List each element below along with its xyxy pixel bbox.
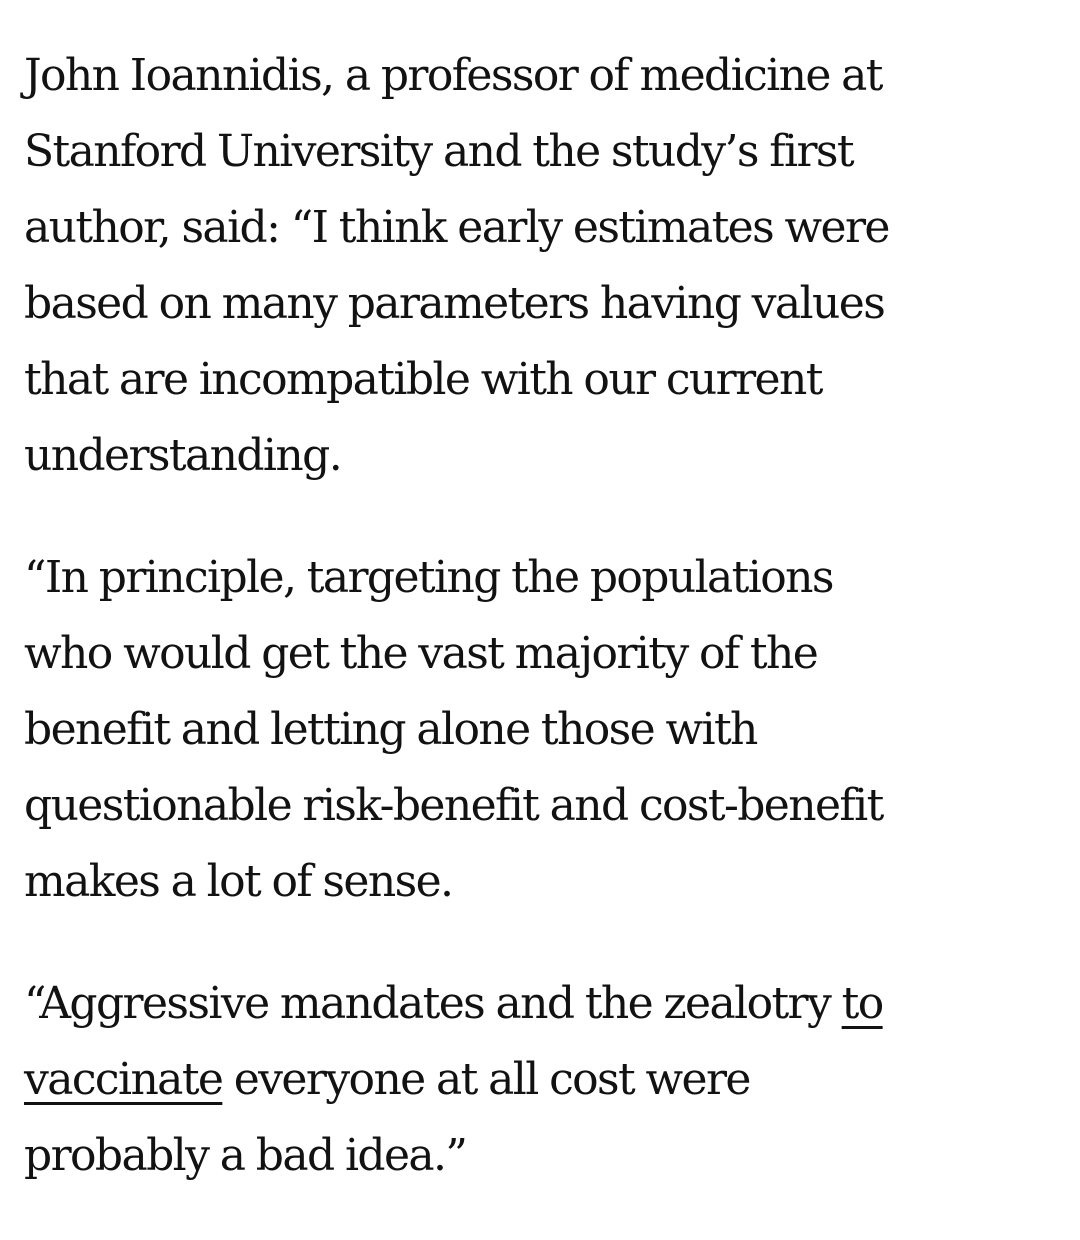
paragraph-mandates-quote bbox=[24, 966, 1064, 1194]
text-line bbox=[24, 966, 1064, 1042]
text-line: John Ioannidis, a professor of medicine at bbox=[24, 50, 882, 101]
text-line bbox=[24, 1042, 1064, 1118]
text-line: makes a lot of sense. bbox=[24, 856, 453, 907]
text-line: who would get the vast majority of the bbox=[24, 628, 818, 679]
text-line: that are incompatible with our current bbox=[24, 354, 822, 405]
text-line: benefit and letting alone those with bbox=[24, 704, 757, 755]
text-line: probably a bad idea.” bbox=[24, 1130, 467, 1181]
text-line: questionable risk-benefit and cost-benefit bbox=[24, 780, 883, 831]
to-vaccinate-link[interactable]: vaccinate bbox=[24, 1054, 223, 1105]
text-segment: “Aggressive mandates and the zealotry bbox=[24, 978, 842, 1029]
text-segment: everyone at all cost were bbox=[222, 1054, 750, 1105]
text-line: understanding. bbox=[24, 430, 342, 481]
to-vaccinate-link[interactable]: to bbox=[841, 978, 883, 1029]
text-line: “In principle, targeting the populations bbox=[24, 552, 833, 603]
text-line: based on many parameters having values bbox=[24, 278, 885, 329]
article-body bbox=[24, 38, 1064, 1240]
text-line: author, said: “I think early estimates were bbox=[24, 202, 889, 253]
paragraph-ioannidis-intro bbox=[24, 38, 1064, 494]
text-line: Stanford University and the study’s first bbox=[24, 126, 853, 177]
paragraph-principle-quote bbox=[24, 540, 1064, 920]
